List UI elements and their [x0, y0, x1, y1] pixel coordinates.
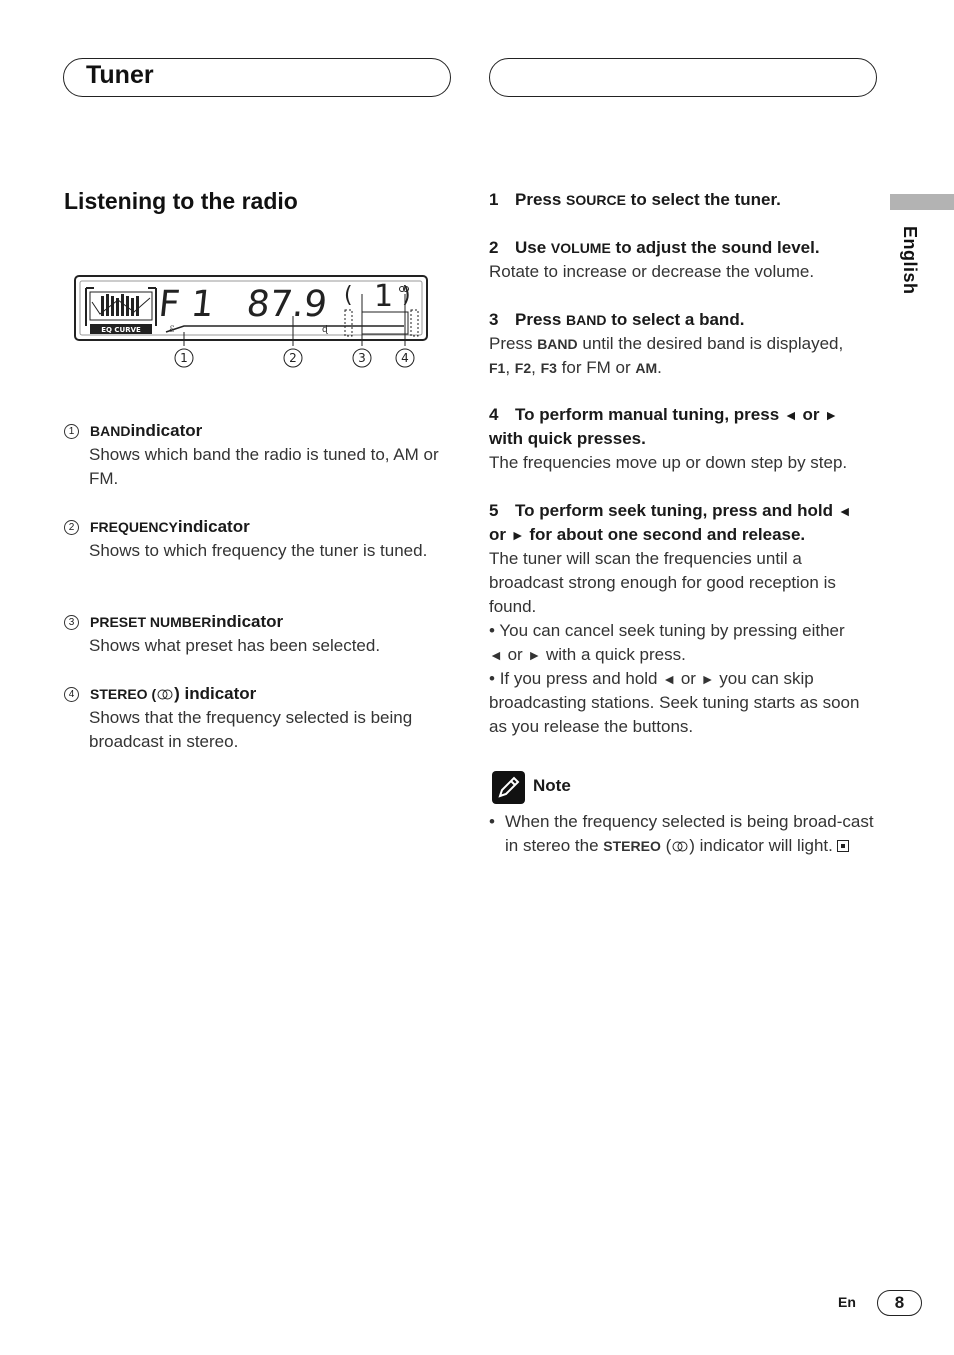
step-text: to select a band. — [606, 310, 745, 329]
indicator-name: BAND — [90, 423, 131, 439]
step-number: 4 — [489, 405, 499, 424]
step-text: To perform manual tuning, press — [515, 405, 784, 424]
note-text: indicator will light. — [694, 836, 833, 855]
step-text: To perform seek tuning, press and hold — [515, 501, 838, 520]
body-text: for FM or — [556, 358, 636, 377]
item-number: 3 — [64, 615, 79, 630]
step-number: 3 — [489, 310, 499, 329]
header-empty-box — [489, 58, 877, 97]
frequency-readout: 87.9 — [244, 283, 330, 325]
page-title: Tuner — [86, 61, 154, 89]
right-arrow-icon: ► — [510, 527, 525, 543]
header-title-box — [63, 58, 451, 97]
step-body: Rotate to increase or decrease the volume. — [489, 262, 815, 281]
eq-curve-graphic — [86, 288, 156, 334]
preset-readout: 1 — [374, 279, 394, 314]
right-arrow-icon: ► — [700, 671, 715, 687]
indicator-name: STEREO ( — [90, 686, 157, 702]
bullet-text: or — [676, 669, 701, 688]
language-label: English — [900, 226, 920, 295]
step-text: Press — [515, 310, 567, 329]
item-number: 2 — [64, 520, 79, 535]
end-mark-icon — [837, 840, 849, 852]
item-number: 4 — [64, 687, 79, 702]
left-arrow-icon: ◄ — [837, 503, 852, 519]
indicator-suffix: indicator — [177, 517, 250, 536]
step-text: Press — [515, 190, 567, 209]
step-text: to adjust the sound level. — [610, 238, 820, 257]
callout-3: 3 — [358, 351, 366, 365]
body-text: . — [657, 358, 662, 377]
step-text: with quick presses. — [489, 429, 646, 448]
indicator-suffix: indicator — [130, 421, 203, 440]
step-text: to select the tuner. — [625, 190, 781, 209]
paren-left: ( — [344, 283, 353, 308]
bullet-text: You can cancel seek tuning by pressing either — [499, 621, 845, 640]
key-name: STEREO — [603, 838, 661, 854]
note-body: • When the frequency selected is being broad-cast in stereo the STEREO ( ) indicator will light. — [489, 812, 874, 855]
callout-1: 1 — [180, 351, 188, 365]
step-body: The tuner will scan the frequencies until a broadcast strong enough for good reception is found. — [489, 549, 836, 616]
left-arrow-icon: ◄ — [489, 647, 503, 663]
step-text: or — [797, 405, 825, 424]
band-f2: F2 — [514, 360, 532, 376]
bullet-text: you can skip broadcasting stations. Seek tuning starts as soon as you release the buttons. — [489, 669, 860, 736]
indicator-item-preset — [64, 610, 454, 658]
paren-right: ) — [402, 283, 411, 308]
bullet-text: If you press and hold — [499, 669, 663, 688]
step-5 — [489, 499, 879, 739]
key-name: VOLUME — [550, 240, 611, 256]
indicator-description: Shows to which frequency the tuner is tuned. — [89, 541, 428, 560]
bullet-text: with a quick press. — [541, 645, 686, 664]
step-number: 2 — [489, 238, 499, 257]
indicator-name: PRESET NUMBER — [90, 614, 212, 630]
item-number: 1 — [64, 424, 79, 439]
indicator-name: FREQUENCY — [90, 519, 178, 535]
indicator-description: Shows which band the radio is tuned to, AM or FM. — [89, 445, 439, 488]
step-number: 1 — [489, 190, 499, 209]
svg-text:ℰ: ℰ — [169, 325, 175, 335]
callout-markers — [175, 349, 414, 367]
step-text: for about one second and release. — [524, 525, 806, 544]
bullet-cancel-seek: • You can cancel seek tuning by pressing either ◄ or ► with a quick press. — [489, 621, 845, 664]
key-name: SOURCE — [566, 192, 626, 208]
language-tab-bar — [890, 194, 954, 210]
band-am: AM — [635, 360, 658, 376]
step-text: or — [489, 525, 511, 544]
step-3 — [489, 308, 879, 380]
indicator-suffix: ) indicator — [174, 684, 257, 703]
key-name: BAND — [537, 336, 578, 352]
step-4 — [489, 403, 879, 475]
svg-text:ɖ: ɖ — [322, 325, 328, 335]
band-f1: F1 — [489, 360, 506, 376]
bullet-text: or — [502, 645, 528, 664]
note-pencil-icon — [492, 771, 525, 804]
indicator-suffix: indicator — [211, 612, 284, 631]
indicator-item-stereo — [64, 682, 454, 754]
band-readout: F 1 — [156, 283, 217, 325]
bullet-skip-stations: • If you press and hold ◄ or ► you can skip broadcasting stations. Seek tuning starts as soon as you release the buttons. — [489, 669, 860, 736]
band-f3: F3 — [540, 360, 557, 376]
indicator-description: Shows that the frequency selected is being broadcast in stereo. — [89, 708, 413, 751]
body-text: Press — [489, 334, 538, 353]
indicator-description: Shows what preset has been selected. — [89, 636, 381, 655]
step-2 — [489, 236, 879, 284]
step-text: Use — [515, 238, 551, 257]
left-arrow-icon: ◄ — [662, 671, 677, 687]
right-arrow-icon: ► — [824, 407, 839, 423]
step-number: 5 — [489, 501, 499, 520]
page-number: 8 — [877, 1290, 922, 1316]
step-body: The frequencies move up or down step by step. — [489, 453, 848, 472]
body-text: until the desired band is displayed, — [577, 334, 844, 353]
step-1 — [489, 188, 879, 212]
eq-curve-label: EQ CURVE — [101, 326, 141, 334]
section-title: Listening to the radio — [64, 188, 298, 214]
stereo-icon — [157, 689, 173, 700]
callout-4: 4 — [401, 351, 409, 365]
step-body: Press BAND until the desired band is displayed, F1, F2, F3 for FM or AM. — [489, 334, 844, 377]
stereo-icon — [672, 841, 688, 852]
callout-2: 2 — [289, 351, 297, 365]
footer-language-code: En — [838, 1294, 856, 1310]
left-arrow-icon: ◄ — [783, 407, 798, 423]
right-arrow-icon: ► — [527, 647, 542, 663]
tuner-display-illustration — [74, 274, 430, 374]
note-label: Note — [533, 776, 571, 795]
note-text: When the frequency selected is being broad-cast in stereo the — [505, 812, 874, 855]
indicator-item-band — [64, 419, 454, 491]
indicator-item-frequency — [64, 515, 454, 563]
key-name: BAND — [566, 312, 607, 328]
